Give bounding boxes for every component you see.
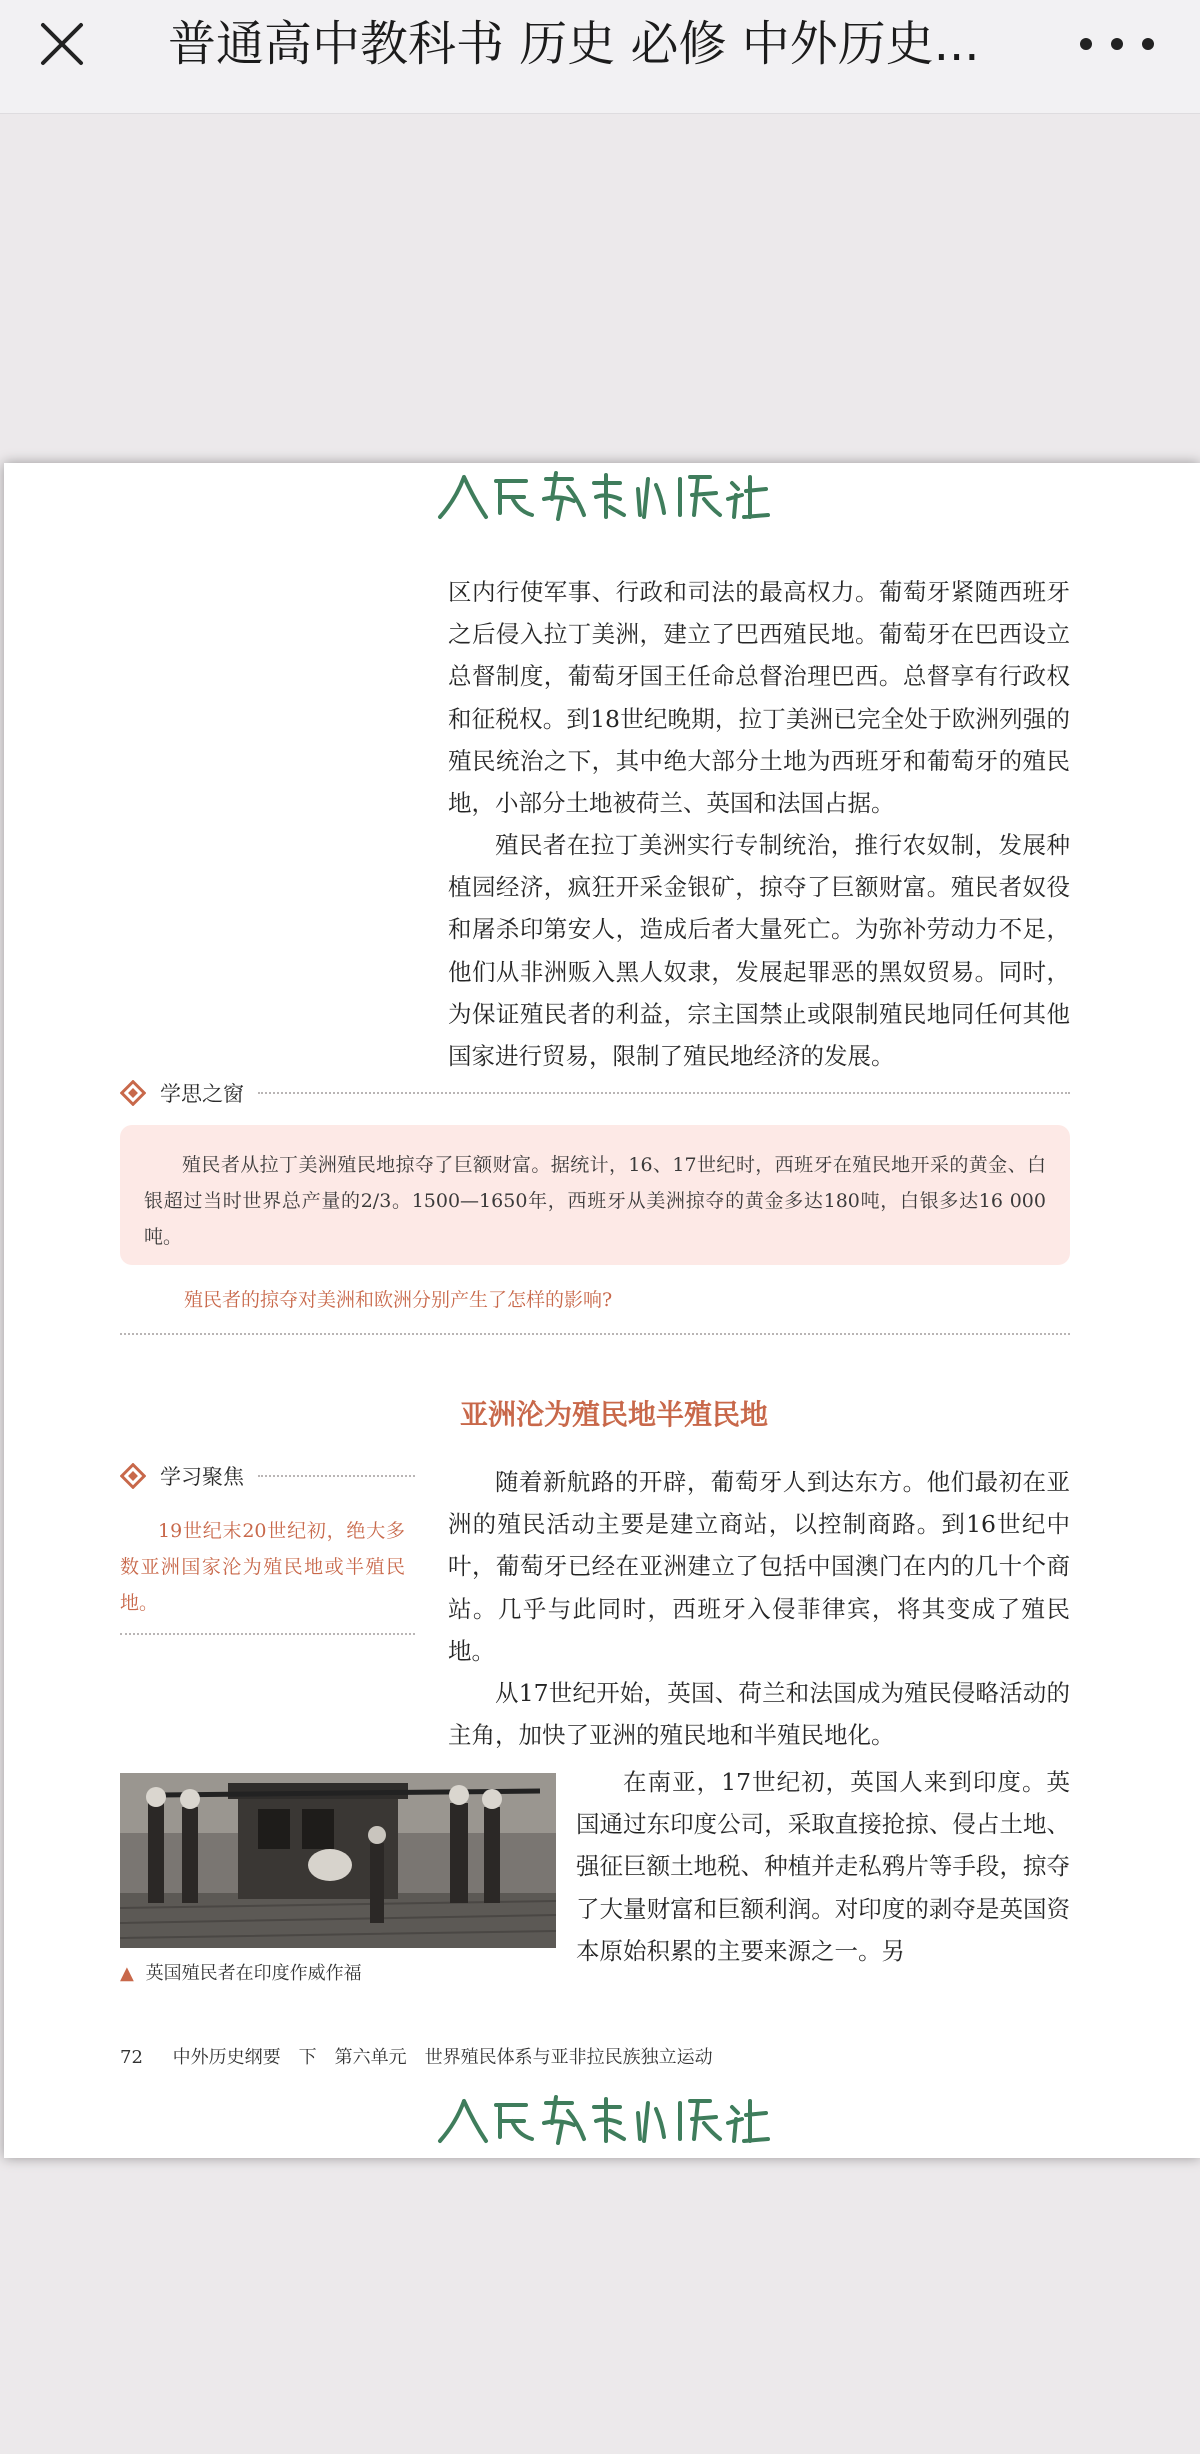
page-footer (120, 2043, 1020, 2069)
window-heading-label: 学思之窗 (160, 1082, 244, 1106)
focus-divider (120, 1633, 415, 1635)
publisher-logo-bottom (434, 2093, 772, 2149)
publisher-logo (434, 469, 772, 525)
thinking-window-box (120, 1125, 1070, 1265)
paragraph-5: 在南亚，17世纪初，英国人来到印度。英国通过东印度公司，采取直接抢掠、侵占土地、强征巨额土地税、种植并走私鸦片等手段，掠夺了大量财富和巨额利润。对印度的剥夺是英国资本原始积累的主要来源之一。另 (576, 1768, 1070, 1965)
paragraph-2: 殖民者在拉丁美洲实行专制统治，推行农奴制，发展种植园经济，疯狂开采金银矿，掠夺了巨额财富。殖民者奴役和屠杀印第安人，造成后者大量死亡。为弥补劳动力不足，他们从非洲贩入黑人奴隶，发展起罪恶的黑奴贸易。同时，为保证殖民者的利益，宗主国禁止或限制殖民地同任何其他国家进行贸易，限制了殖民地经济的发展。 (448, 831, 1070, 1071)
more-dots-icon (1080, 38, 1092, 50)
divider (120, 1333, 1070, 1335)
diamond-bullet-icon (120, 1080, 146, 1106)
paragraph-3: 随着新航路的开辟，葡萄牙人到达东方。他们最初在亚洲的殖民活动主要是建立商站，以控制商路。到16世纪中叶，葡萄牙已经在亚洲建立了包括中国澳门在内的几十个商站。几乎与此同时，西班牙入侵菲律宾，将其变成了殖民地。 (448, 1468, 1070, 1665)
section-title: 亚洲沦为殖民地半殖民地 (459, 1398, 768, 1431)
focus-heading (120, 1458, 415, 1494)
more-button[interactable] (1080, 12, 1154, 76)
textbook-page[interactable] (4, 463, 1200, 2158)
close-icon (39, 21, 85, 67)
window-heading (120, 1075, 1070, 1111)
running-footer: 中外历史纲要 下 第六单元 世界殖民体系与亚非拉民族独立运动 (172, 2047, 713, 2068)
paragraph-1: 区内行使军事、行政和司法的最高权力。葡萄牙紧随西班牙之后侵入拉丁美洲，建立了巴西殖民地。葡萄牙在巴西设立总督制度，葡萄牙国王任命总督治理巴西。总督享有行政权和征税权。到18世纪晚期，拉丁美洲已完全处于欧洲列强的殖民统治之下，其中绝大部分土地为西班牙和葡萄牙的殖民地，小部分土地被荷兰、英国和法国占据。 (448, 578, 1070, 818)
page-number: 72 (120, 2047, 143, 2068)
paragraph-4: 从17世纪开始，英国、荷兰和法国成为殖民侵略活动的主角，加快了亚洲的殖民地和半殖民地化。 (448, 1679, 1070, 1750)
photo-caption-text: 英国殖民者在印度作威作福 (145, 1963, 362, 1984)
photo-caption (120, 1959, 540, 1985)
focus-text: 19世纪末20世纪初，绝大多数亚洲国家沦为殖民地或半殖民地。 (120, 1520, 405, 1614)
thinking-window-text: 殖民者从拉丁美洲殖民地掠夺了巨额财富。据统计，16、17世纪时，西班牙在殖民地开采的黄金、白银超过当时世界总产量的2/3。1500—1650年，西班牙从美洲掠夺的黄金多达180吨，白银多达16 000吨。 (144, 1154, 1046, 1248)
focus-heading-label: 学习聚焦 (160, 1465, 244, 1489)
document-title: 普通高中教科书 历史 必修 中外历史... (168, 16, 980, 72)
historical-photo (120, 1773, 556, 1948)
caption-triangle-icon: ▲ (120, 1963, 134, 1984)
close-button[interactable] (30, 12, 94, 76)
diamond-bullet-icon (120, 1463, 146, 1489)
top-nav-bar (0, 0, 1200, 114)
thinking-window-question: 殖民者的掠夺对美洲和欧洲分别产生了怎样的影响? (184, 1289, 613, 1311)
